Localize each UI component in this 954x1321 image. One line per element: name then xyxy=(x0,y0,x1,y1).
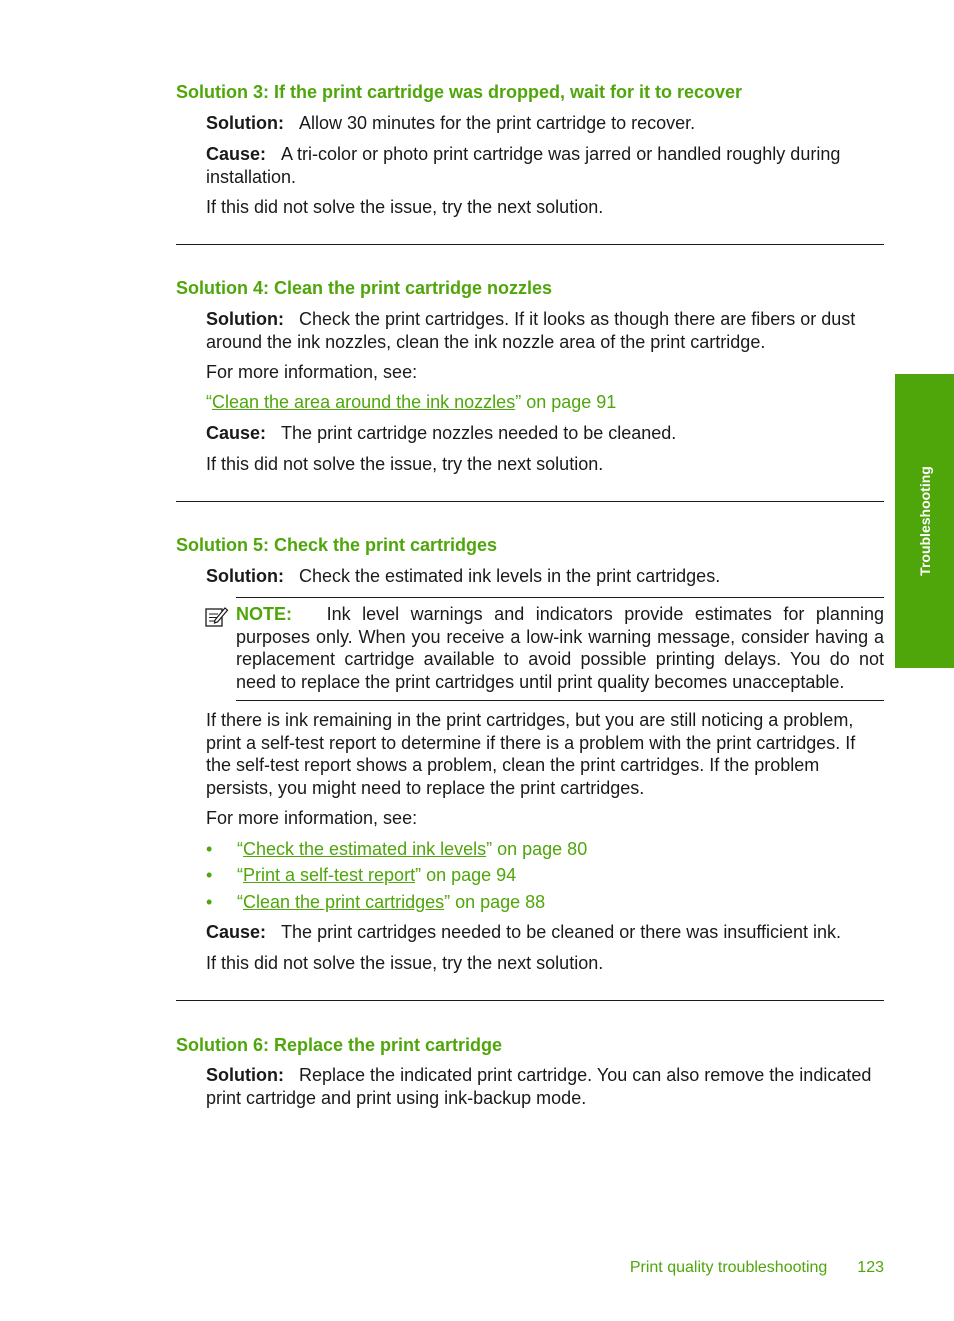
solution-4-reference: “Clean the area around the ink nozzles” on page 91 xyxy=(206,392,617,412)
solution-5-cause xyxy=(206,921,884,944)
section-divider xyxy=(176,501,884,502)
solution-4-next: If this did not solve the issue, try the next solution. xyxy=(206,454,604,474)
section-divider xyxy=(176,1000,884,1001)
cause-label: Cause: xyxy=(206,423,267,443)
cause-text: The print cartridges needed to be cleaned or there was insufficient ink. xyxy=(281,922,842,942)
list-item: • “Print a self-test report” on page 94 xyxy=(206,865,517,885)
side-tab-label: Troubleshooting xyxy=(916,466,933,576)
list-item: • “Clean the print cartridges” on page 88 xyxy=(206,892,546,912)
solution-4-more-info: For more information, see: xyxy=(206,362,418,382)
solution-5-heading: Solution 5: Check the print cartridges xyxy=(176,535,498,555)
cause-text: A tri-color or photo print cartridge was jarred or handled roughly during installation. xyxy=(206,144,841,187)
solution-3-heading: Solution 3: If the print cartridge was dropped, wait for it to recover xyxy=(176,82,743,102)
page-number: 123 xyxy=(857,1259,884,1276)
solution-5-body: If there is ink remaining in the print cartridges, but you are still noticing a problem, print a self-test report to determine if there is a problem with the print cartridges. If the self-test report shows a problem, clean the print cartridges. If the problem persists, you might need to replace the print cartridges. xyxy=(206,710,856,798)
solution-text: Check the print cartridges. If it looks as though there are fibers or dust around the ink nozzles, clean the ink nozzle area of the print cartridge. xyxy=(206,309,856,352)
note-text: Ink level warnings and indicators provide estimates for planning purposes only. When you receive a low-ink warning message, consider having a replacement cartridge available to avoid possible printing delays. You do not need to replace the print cartridges until print quality becomes unacceptable. xyxy=(236,604,884,692)
solution-4-cause xyxy=(206,422,884,445)
solution-3-next: If this did not solve the issue, try the next solution. xyxy=(206,197,604,217)
bullet-icon: • xyxy=(206,839,213,859)
solution-text: Replace the indicated print cartridge. You can also remove the indicated print cartridge and print using ink-backup mode. xyxy=(206,1065,872,1108)
link-print-self-test[interactable]: Print a self-test report xyxy=(243,865,416,885)
note-top-rule xyxy=(236,597,884,598)
note-pencil-icon xyxy=(205,605,229,627)
footer-section: Print quality troubleshooting xyxy=(629,1259,828,1276)
solution-text: Check the estimated ink levels in the print cartridges. xyxy=(299,566,721,586)
link-clean-ink-nozzles[interactable]: Clean the area around the ink nozzles xyxy=(212,392,516,412)
list-item: • “Check the estimated ink levels” on page 80 xyxy=(206,839,588,859)
bullet-icon: • xyxy=(206,892,213,912)
cause-label: Cause: xyxy=(206,144,267,164)
section-divider xyxy=(176,244,884,245)
solution-6-solution xyxy=(206,1064,884,1109)
solution-4-heading: Solution 4: Clean the print cartridge nozzles xyxy=(176,278,553,298)
note-bottom-rule xyxy=(236,700,884,701)
cause-label: Cause: xyxy=(206,922,267,942)
solution-5-next: If this did not solve the issue, try the next solution. xyxy=(206,953,604,973)
solution-4-solution xyxy=(206,308,884,353)
solution-3-solution xyxy=(206,112,884,135)
bullet-icon: • xyxy=(206,865,213,885)
solution-label: Solution: xyxy=(206,113,284,133)
solution-label: Solution: xyxy=(206,1065,284,1085)
solution-label: Solution: xyxy=(206,566,284,586)
page-footer xyxy=(630,1257,884,1280)
solution-label: Solution: xyxy=(206,309,284,329)
note-label: NOTE: xyxy=(236,604,292,624)
note-block xyxy=(236,603,884,693)
solution-5-more-info: For more information, see: xyxy=(206,808,418,828)
side-tab xyxy=(895,374,954,668)
link-clean-cartridges[interactable]: Clean the print cartridges xyxy=(243,892,445,912)
cause-text: The print cartridge nozzles needed to be cleaned. xyxy=(281,423,677,443)
solution-text: Allow 30 minutes for the print cartridge to recover. xyxy=(299,113,696,133)
link-check-ink-levels[interactable]: Check the estimated ink levels xyxy=(243,839,487,859)
solution-5-solution xyxy=(206,565,884,588)
solution-6-heading: Solution 6: Replace the print cartridge xyxy=(176,1035,503,1055)
solution-3-cause xyxy=(206,143,884,188)
